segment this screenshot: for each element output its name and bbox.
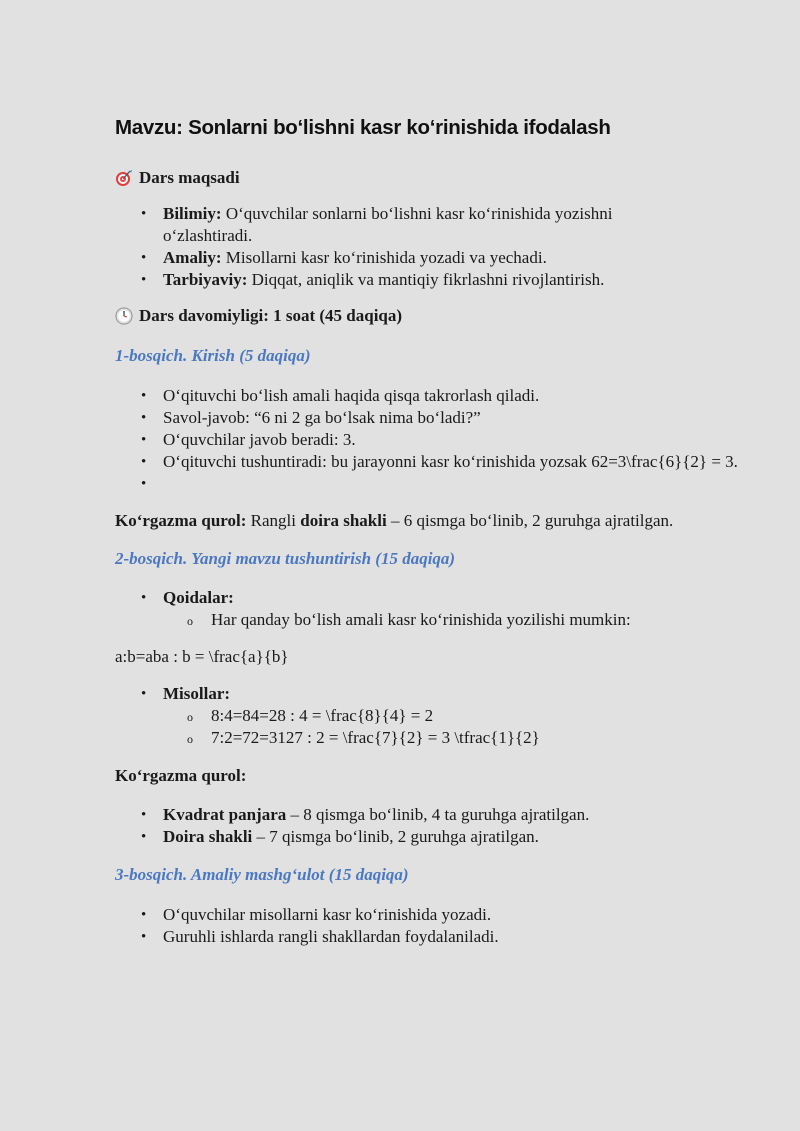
examples-sublist bbox=[163, 705, 755, 749]
list-item: • Misollar: o 8:4=84=28 : 4 = \frac{8}{4} = 2 o 7:2=72=3127 : 2 = \frac{7}{2} = 3 \tfrac{1}{2} bbox=[163, 683, 755, 749]
rules-sublist bbox=[163, 609, 755, 631]
stage2-rules-list bbox=[115, 587, 755, 631]
stage3-heading: 3-bosqich. Amaliy mashg‘ulot (15 daqiqa) bbox=[115, 865, 409, 884]
stage3-list bbox=[115, 904, 755, 948]
goals-heading bbox=[115, 167, 755, 189]
stage2-heading: 2-bosqich. Yangi mavzu tushuntirish (15 daqiqa) bbox=[115, 549, 456, 568]
stage1-list bbox=[115, 385, 755, 495]
sublist-item: o 7:2=72=3127 : 2 = \frac{7}{2} = 3 \tfrac{1}{2} bbox=[211, 727, 755, 749]
list-item-empty bbox=[163, 473, 755, 495]
stage2-visual-list bbox=[115, 804, 755, 848]
stage1-visual-aid: Ko‘rgazma qurol: Rangli doira shakli – 6 qismga bo‘linib, 2 guruhga ajratilgan. bbox=[115, 511, 674, 530]
list-item: • O‘quvchilar misollarni kasr ko‘rinishida yozadi. bbox=[163, 904, 755, 926]
sublist-item: o 8:4=84=28 : 4 = \frac{8}{4} = 2 bbox=[211, 705, 755, 727]
goals-list bbox=[115, 203, 755, 291]
clock-icon bbox=[115, 307, 133, 325]
division-formula: a:b=aba : b = \frac{a}{b} bbox=[115, 647, 289, 666]
list-item: • Amaliy: Misollarni kasr ko‘rinishida yozadi va yechadi. bbox=[163, 247, 755, 269]
list-item: • O‘qituvchi bo‘lish amali haqida qisqa takrorlash qiladi. bbox=[163, 385, 755, 407]
page-title: Mavzu: Sonlarni bo‘lishni kasr ko‘rinishida ifodalash bbox=[115, 116, 611, 139]
duration-heading bbox=[115, 305, 755, 327]
list-item: • O‘qituvchi tushuntiradi: bu jarayonni kasr ko‘rinishida yozsak 62=3\frac{6}{2} = 3. bbox=[163, 451, 738, 473]
stage1-heading: 1-bosqich. Kirish (5 daqiqa) bbox=[115, 346, 311, 365]
list-item: • Savol-javob: “6 ni 2 ga bo‘lsak nima bo‘ladi?” bbox=[163, 407, 755, 429]
list-item: • Doira shakli – 7 qismga bo‘linib, 2 guruhga ajratilgan. bbox=[163, 826, 755, 848]
duration-heading-text: Dars davomiyligi: 1 soat (45 daqiqa) bbox=[139, 306, 403, 325]
list-item: • Bilimiy: O‘quvchilar sonlarni bo‘lishni kasr ko‘rinishida yozishni o‘zlashtiradi. bbox=[163, 203, 663, 247]
stage2-visual-aid-label: Ko‘rgazma qurol: bbox=[115, 766, 247, 785]
list-item: • Tarbiyaviy: Diqqat, aniqlik va mantiqiy fikrlashni rivojlantirish. bbox=[163, 269, 755, 291]
list-item: • Guruhli ishlarda rangli shakllardan foydalaniladi. bbox=[163, 926, 755, 948]
goals-heading-text: Dars maqsadi bbox=[139, 168, 240, 187]
list-item: • O‘quvchilar javob beradi: 3. bbox=[163, 429, 755, 451]
target-icon bbox=[115, 169, 133, 187]
sublist-item: o Har qanday bo‘lish amali kasr ko‘rinishida yozilishi mumkin: bbox=[211, 609, 755, 631]
document-page bbox=[115, 114, 755, 948]
list-item: • Qoidalar: o Har qanday bo‘lish amali kasr ko‘rinishida yozilishi mumkin: bbox=[163, 587, 755, 631]
list-item: • Kvadrat panjara – 8 qismga bo‘linib, 4 ta guruhga ajratilgan. bbox=[163, 804, 755, 826]
stage2-examples-list bbox=[115, 683, 755, 749]
